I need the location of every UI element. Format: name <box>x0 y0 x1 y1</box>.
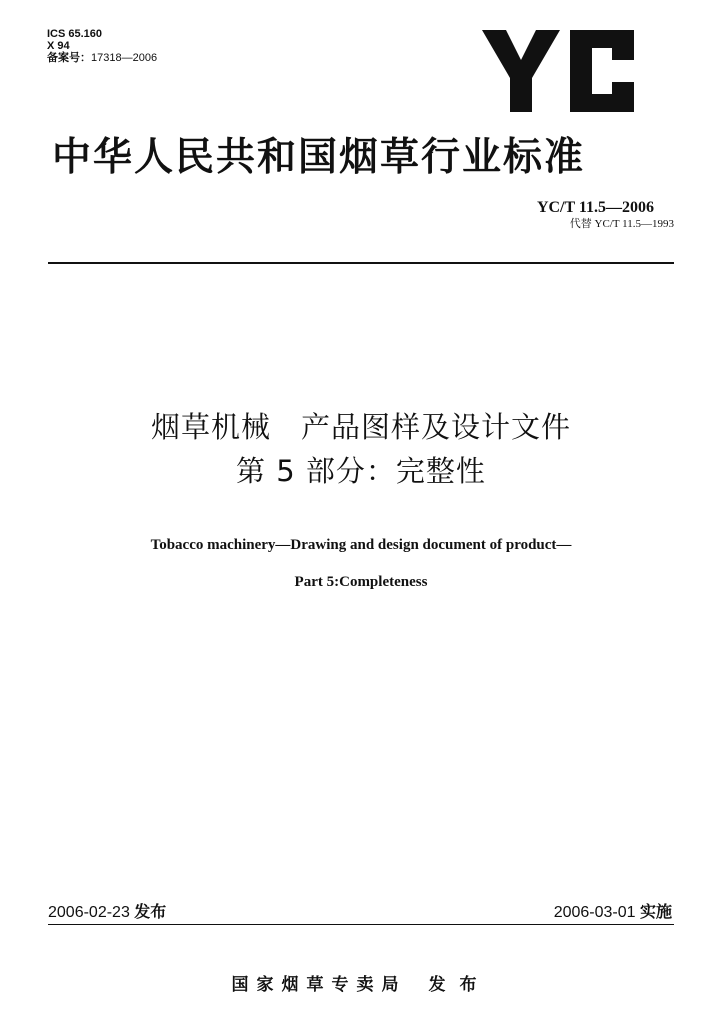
standard-number: YC/T 11.5—2006 <box>536 199 654 216</box>
english-title-line-1: Tobacco machinery—Drawing and design document of product— <box>150 537 572 553</box>
publisher-organization: 国家烟草专卖局 <box>231 975 407 995</box>
english-title-line-2: Part 5:Completeness <box>294 574 428 590</box>
ics-code: ICS 65.160 <box>47 28 103 40</box>
issue-date <box>48 903 166 922</box>
chinese-title-line-1: 烟草机械 产品图样及设计文件 <box>150 410 571 444</box>
implementation-date-value: 2006-03-01 <box>553 904 636 921</box>
implementation-date-label: 实施 <box>639 902 672 921</box>
publisher <box>0 974 722 996</box>
header-rule <box>48 262 674 264</box>
standard-header-title: 中华人民共和国烟草行业标准 <box>52 135 586 180</box>
issue-date-value: 2006-02-23 <box>48 904 130 921</box>
replaced-standard: 代替 YC/T 11.5—1993 <box>569 218 674 230</box>
publisher-action: 发布 <box>428 975 491 995</box>
record-number <box>47 52 157 64</box>
record-value: 17318—2006 <box>91 52 158 64</box>
logo-letter-c <box>570 30 634 112</box>
issue-date-label: 发布 <box>134 902 167 921</box>
implementation-date <box>554 903 672 922</box>
chinese-title-line-2: 第 5 部分：完整性 <box>236 454 486 488</box>
record-label: 备案号： <box>47 52 91 64</box>
logo-letter-y <box>482 30 560 112</box>
footer-rule <box>48 924 674 925</box>
yc-logo <box>482 30 634 112</box>
category-code: X 94 <box>47 40 70 52</box>
